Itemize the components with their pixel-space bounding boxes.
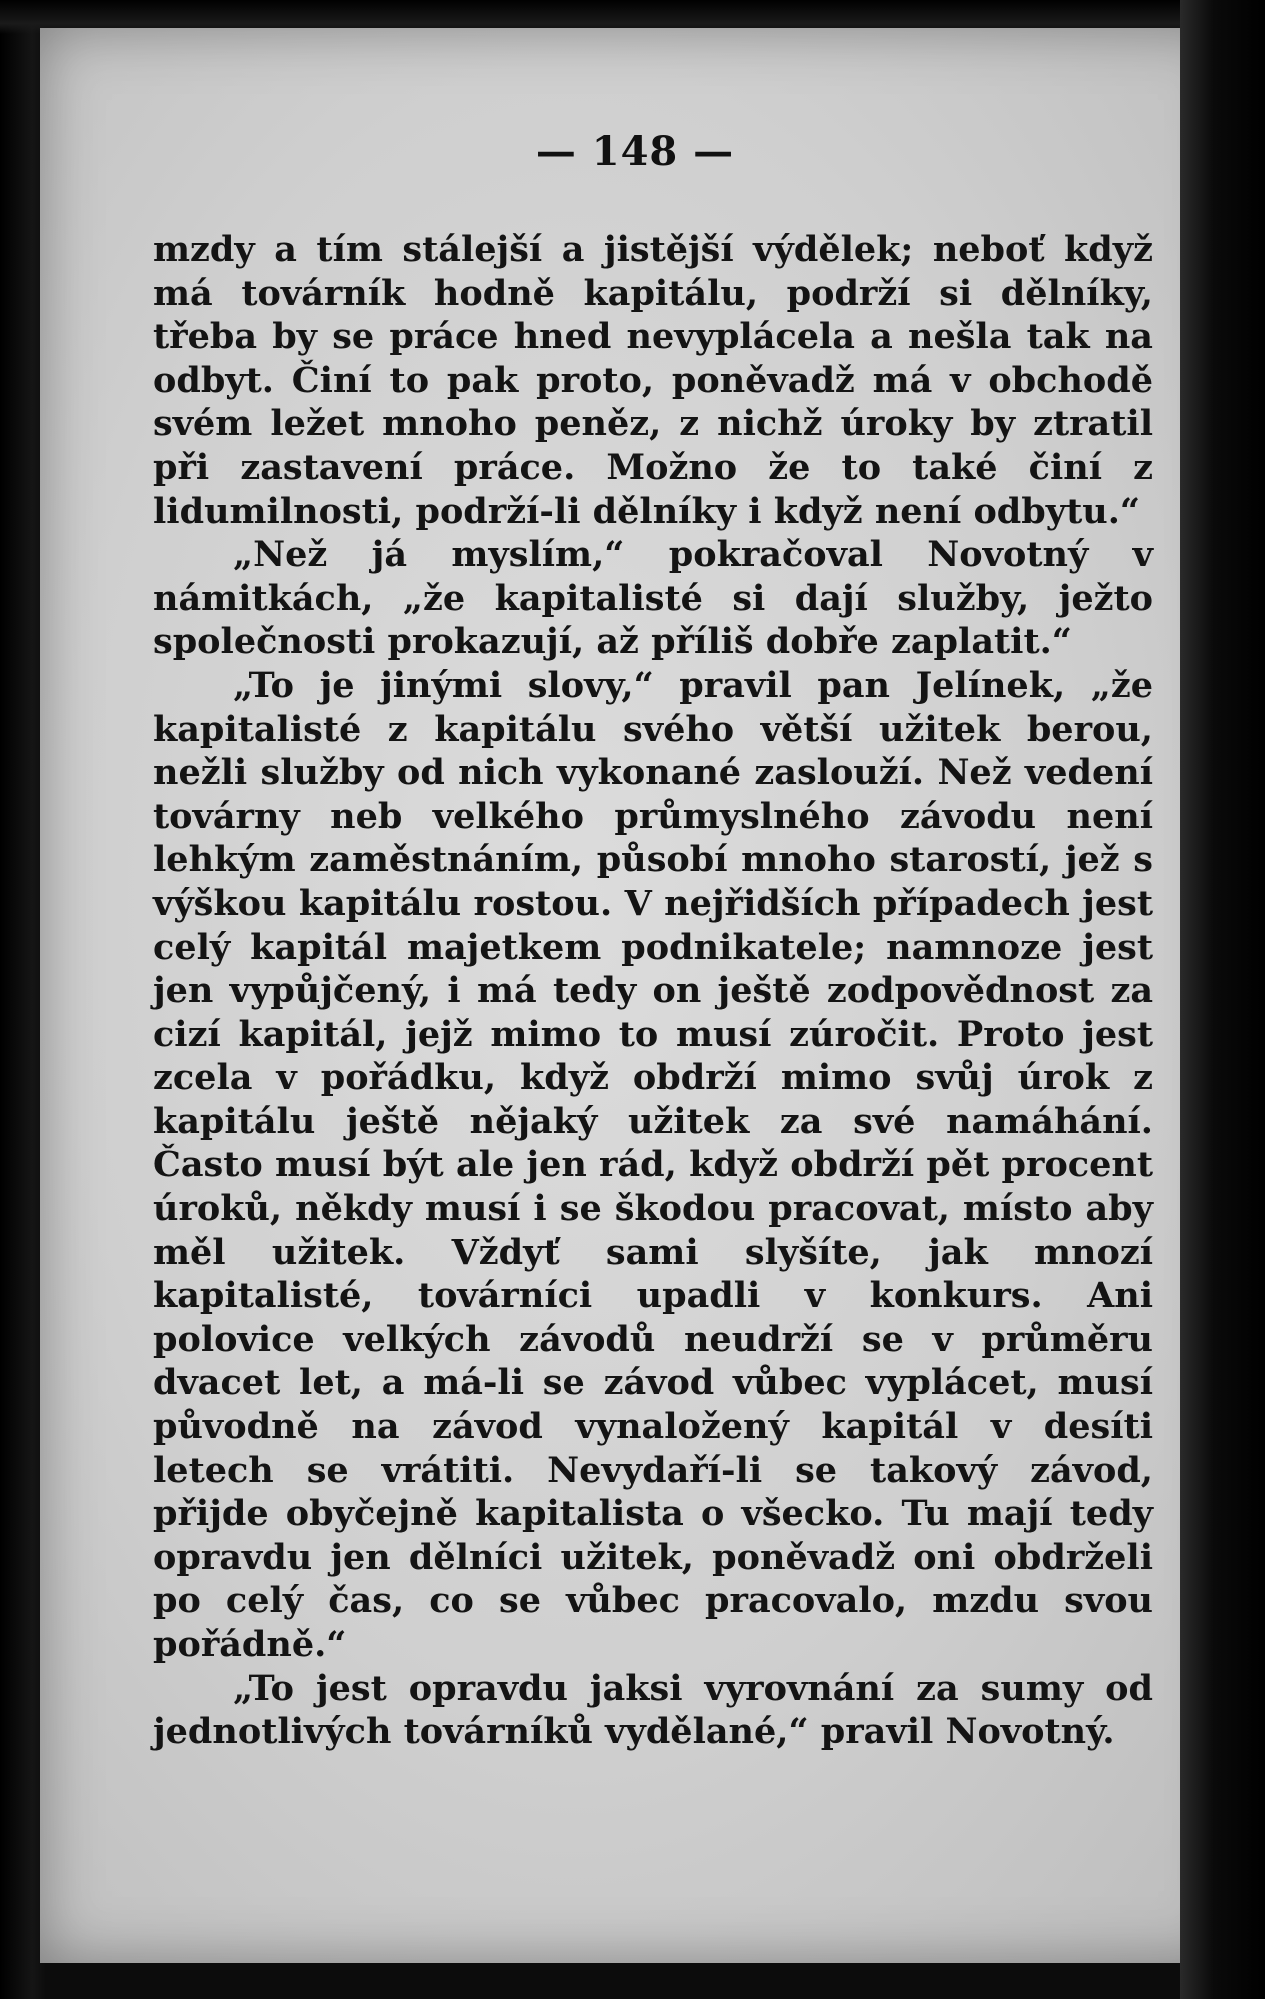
paragraph-3: „To je jinými slovy,“ pravil pan Jelínek, „že kapitalisté z kapitálu svého větší užitek berou, nežli služby od nich vykonané zaslouží. Než vedení továrny neb velkého průmyslného závodu není lehkým zaměstnáním, působí mnoho starostí, jež s výškou kapitálu rostou. V nejřidších případech jest celý kapitál majetkem podnikatele; namnoze jest jen vypůjčený, i má tedy on ještě zodpovědnost za cizí kapitál, jejž mimo to musí zúročit. Proto jest zcela v pořádku, když obdrží mimo svůj úrok z kapitálu ještě nějaký užitek za své namáhání. Často musí být ale jen rád, když obdrží pět procent úroků, někdy musí i se škodou pracovat, místo aby měl užitek. Vždyť sami slyšíte, jak mnozí kapitalisté, továrníci upadli v konkurs. Ani polovice velkých závodů neudrží se v průměru dvacet let, a má-li se závod vůbec vyplácet, musí původně na závod vynaložený kapitál v desíti letech se vrátiti. Nevydaří-li se takový závod, přijde obyčejně kapitalista o všecko. Tu mají tedy opravdu jen dělníci užitek, poněvadž oni obdrželi po celý čas, co se vůbec pracovalo, mzdu svou pořádně.“ [153,664,1153,1665]
body-text [153,228,1153,1754]
paragraph-1: mzdy a tím stálejší a jistější výdělek; neboť když má továrník hodně kapitálu, podrží si dělníky, třeba by se práce hned nevyplácela a nešla tak na odbyt. Činí to pak proto, poněvadž má v obchodě svém ležet mnoho peněz, z nichž úroky by ztratil při zastavení práce. Možno že to také činí z lidumilnosti, podrží-li dělníky i když není odbytu.“ [153,229,1153,532]
scan-right-edge [1180,0,1265,1999]
paragraph-4: „To jest opravdu jaksi vyrovnání za sumy od jednotlivých továrníků vydělané,“ pravil Novotný. [153,1667,1153,1753]
book-page [40,28,1230,1963]
paragraph-2: „Než já myslím,“ pokračoval Novotný v námitkách, „že kapitalisté si dají služby, ježto společnosti prokazují, až příliš dobře zaplatit.“ [153,534,1153,663]
page-number: — 148 — [535,128,735,175]
